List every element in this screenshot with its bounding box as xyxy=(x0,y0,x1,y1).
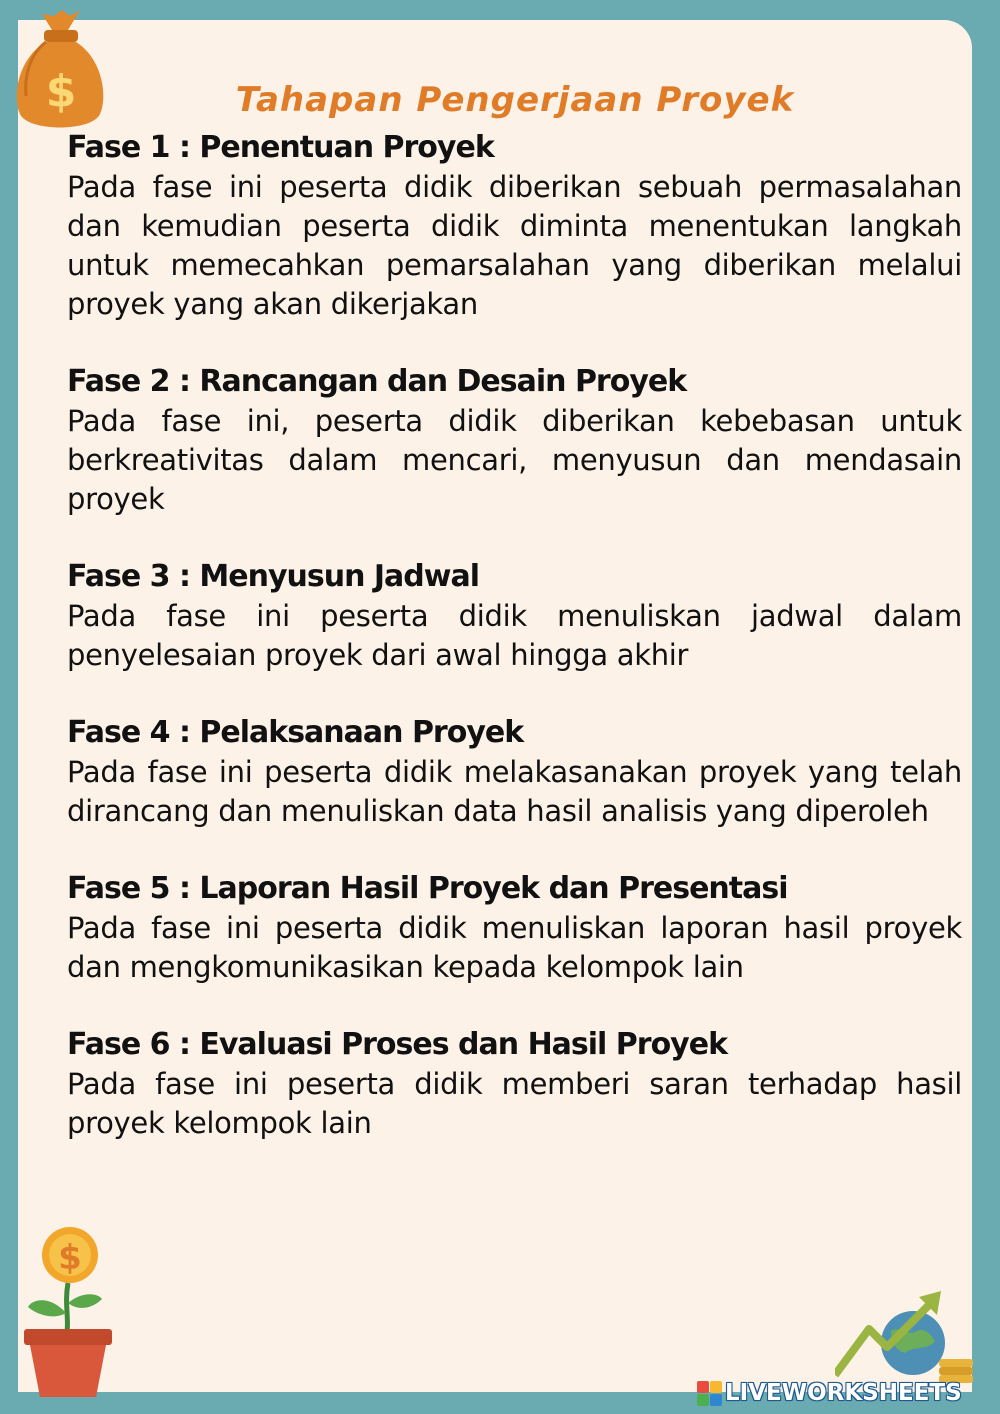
liveworksheets-logo xyxy=(697,1380,962,1406)
logo-tile xyxy=(710,1394,722,1406)
dollar-sign: $ xyxy=(58,1238,82,1278)
brand-name: LIVEWORKSHEETS xyxy=(725,1380,962,1406)
page-title: Tahapan Pengerjaan Proyek xyxy=(235,80,795,120)
phase-heading: Fase 2 : Rancangan dan Desain Proyek xyxy=(67,364,687,399)
phase-description: Pada fase ini peserta didik memberi saran terhadap hasil proyek kelompok lain xyxy=(67,1067,962,1140)
phase-item xyxy=(67,362,962,519)
phase-description: Pada fase ini peserta didik melakasanakan proyek yang telah dirancang dan menuliskan data hasil analisis yang diperoleh xyxy=(67,755,962,828)
phase-heading: Fase 6 : Evaluasi Proses dan Hasil Proyek xyxy=(67,1027,728,1062)
phase-description: Pada fase ini, peserta didik diberikan kebebasan untuk berkreativitas dalam mencari, menyusun dan mendasain proyek xyxy=(67,404,962,516)
dollar-sign: $ xyxy=(45,66,77,117)
logo-tile xyxy=(697,1381,709,1393)
phase-item xyxy=(67,869,962,987)
phase-description: Pada fase ini peserta didik menuliskan jadwal dalam penyelesaian proyek dari awal hingga akhir xyxy=(67,599,962,672)
phase-description: Pada fase ini peserta didik menuliskan laporan hasil proyek dan mengkomunikasikan kepada kelompok lain xyxy=(67,911,962,984)
phase-description: Pada fase ini peserta didik diberikan sebuah permasalahan dan kemudian peserta didik diminta menentukan langkah untuk memecahkan pemarsalahan yang diberikan melalui proyek yang akan dikerjakan xyxy=(67,170,962,321)
logo-tile xyxy=(710,1381,722,1393)
phase-item xyxy=(67,557,962,675)
phase-item xyxy=(67,1025,962,1143)
phase-heading: Fase 1 : Penentuan Proyek xyxy=(67,130,494,165)
phases-list xyxy=(67,128,962,1181)
growth-chart-icon xyxy=(835,1285,975,1385)
phase-item xyxy=(67,128,962,324)
logo-tile xyxy=(697,1394,709,1406)
phase-heading: Fase 5 : Laporan Hasil Proyek dan Presentasi xyxy=(67,871,788,906)
phase-heading: Fase 3 : Menyusun Jadwal xyxy=(67,559,479,594)
liveworksheets-icon xyxy=(697,1381,722,1406)
phase-item xyxy=(67,713,962,831)
phase-heading: Fase 4 : Pelaksanaan Proyek xyxy=(67,715,524,750)
money-plant-icon xyxy=(20,1225,120,1405)
